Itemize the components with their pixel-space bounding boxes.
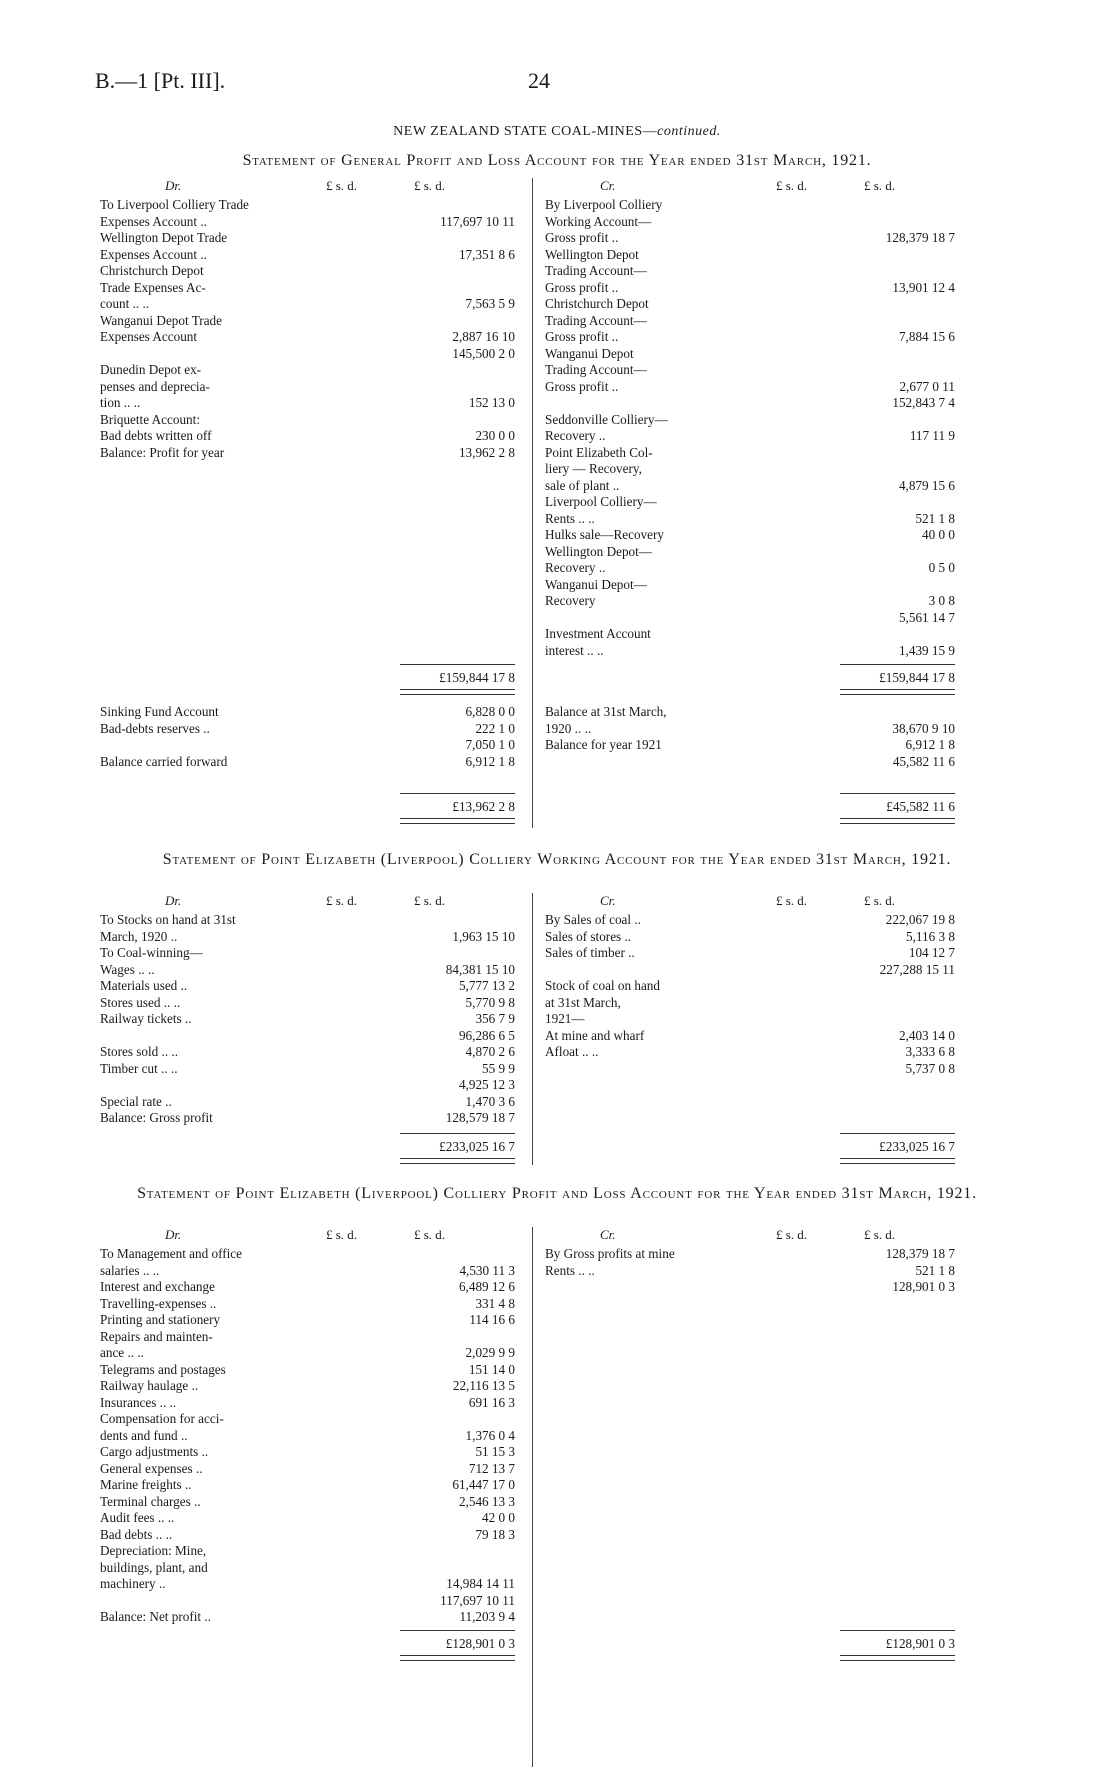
s1-right-b-row-amount: 6,912 1 8 — [905, 737, 955, 752]
s3-right-row-amount: 521 1 8 — [915, 1262, 955, 1278]
s3-left-row-label: Travelling-expenses .. — [100, 1295, 217, 1311]
s3-left-row-label: To Management and office — [100, 1246, 243, 1261]
s2-right-row-amount: 222,067 19 8 — [885, 912, 955, 927]
s3-right-side-label: Cr. — [600, 1227, 616, 1242]
s2-divider — [532, 893, 533, 1165]
s2-left-row-amount: 5,777 13 2 — [458, 978, 515, 993]
s3-left-row-label: Audit fees .. .. — [100, 1510, 175, 1525]
s3-left-total-rule — [400, 1630, 515, 1631]
s3-left-total: £128,901 0 3 — [445, 1636, 515, 1651]
s1-right-total-double-rule — [840, 689, 955, 695]
s1-left-row-amount: 2,887 16 10 — [452, 329, 515, 344]
s1-right-row-label: sale of plant .. — [545, 477, 620, 493]
s1-left-b-row-label: Sinking Fund Account — [100, 704, 219, 719]
s1-left-row-label: Bad debts written off — [100, 428, 212, 443]
s1-right-row-label: By Liverpool Colliery — [545, 197, 663, 212]
s3-left-row-amount: 2,029 9 9 — [465, 1345, 515, 1360]
s1-right-row-label: Hulks sale—Recovery — [545, 527, 665, 542]
s1-right-row-label: Investment Account — [545, 626, 651, 641]
s1-left-row-label: Wellington Depot Trade — [100, 230, 228, 245]
s1-right-b-row-label: 1920 .. .. — [545, 720, 592, 736]
s1-right-b-total: £45,582 11 6 — [886, 799, 955, 814]
section1-title: Statement of General Profit and Loss Account for the Year ended 31st March, 1921. — [242, 152, 872, 169]
s1-right-b-total-double-rule — [840, 818, 955, 824]
s2-left-row-amount: 96,286 6 5 — [458, 1027, 515, 1043]
s1-right-row-label: Rents .. .. — [545, 510, 595, 526]
s1-left-row-label: To Liverpool Colliery Trade — [100, 197, 249, 212]
s3-left-row-label: Insurances .. .. — [100, 1394, 177, 1410]
s1-left-b-row-amount: 7,050 1 0 — [465, 737, 515, 752]
s1-left-row-label: Dunedin Depot ex- — [100, 362, 202, 377]
s1-left-row-amount: 117,697 10 11 — [440, 213, 515, 229]
s1-right-row-label: Trading Account— — [545, 263, 647, 278]
s1-right-row-label: Recovery .. — [545, 560, 606, 575]
s3-right-row-amount: 128,901 0 3 — [892, 1279, 955, 1294]
s1-right-row-label: Gross profit .. — [545, 279, 619, 295]
s1-left-side-label: Dr. — [165, 178, 182, 193]
s2-left-head-b: £ s. d. — [414, 893, 446, 908]
s3-left-head-b: £ s. d. — [414, 1227, 446, 1242]
s2-left-row-amount: 356 7 9 — [475, 1011, 515, 1026]
s1-right-row-amount: 521 1 8 — [915, 510, 955, 526]
s1-left-row-amount: 7,563 5 9 — [465, 296, 515, 311]
s1-left-b-row-amount: 6,912 1 8 — [465, 753, 515, 769]
s1-right-row-label: Trading Account— — [545, 312, 647, 328]
s3-left-row-label: machinery .. — [100, 1576, 166, 1591]
s1-left-total: £159,844 17 8 — [439, 670, 515, 685]
s1-right-head-b: £ s. d. — [864, 178, 896, 193]
s1-left-row-amount: 17,351 8 6 — [458, 246, 515, 262]
s2-right-row-label: Stock of coal on hand — [545, 978, 660, 993]
s3-left-total-double-rule — [400, 1655, 515, 1661]
s3-left-row-amount: 6,489 12 6 — [458, 1279, 515, 1294]
s2-right-row-amount: 104 12 7 — [908, 945, 955, 960]
s2-left-row-amount: 4,870 2 6 — [465, 1044, 515, 1059]
s1-left-row-label: Wanganui Depot Trade — [100, 312, 223, 328]
s3-left-row-amount: 42 0 0 — [482, 1510, 515, 1525]
s3-right-total-double-rule — [840, 1655, 955, 1661]
s2-left-row-amount: 5,770 9 8 — [465, 994, 515, 1010]
section2-title: Statement of Point Elizabeth (Liverpool) Colliery Working Account for the Year ended 31st March, 1921. — [162, 851, 952, 868]
s3-left-row-amount: 117,697 10 11 — [440, 1592, 515, 1608]
s3-right-row-amount: 128,379 18 7 — [885, 1246, 955, 1261]
s1-right-row-label: Recovery .. — [545, 428, 606, 443]
s1-left-row-label: Expenses Account .. — [100, 246, 207, 262]
s1-left-row-amount: 13,962 2 8 — [458, 444, 515, 460]
s1-left-total-rule — [400, 664, 515, 665]
s1-left-row-amount: 230 0 0 — [475, 428, 515, 443]
s3-left-row-amount: 14,984 14 11 — [446, 1576, 515, 1591]
s3-left-row-label: Printing and stationery — [100, 1312, 221, 1327]
s1-right-row-amount: 7,884 15 6 — [898, 329, 955, 344]
s1-right-row-label: interest .. .. — [545, 642, 604, 658]
s3-left-row-amount: 331 4 8 — [475, 1295, 515, 1311]
s1-left-row-label: Christchurch Depot — [100, 263, 204, 278]
s1-right-row-amount: 40 0 0 — [922, 527, 955, 542]
s3-left-row-amount: 61,447 17 0 — [452, 1477, 515, 1492]
s1-left-row-label: Balance: Profit for year — [100, 444, 225, 460]
s3-left-row-label: Depreciation: Mine, — [100, 1543, 207, 1558]
s1-right-row-label: Wanganui Depot — [545, 345, 634, 361]
s2-right-total-double-rule — [840, 1158, 955, 1164]
s3-right-total: £128,901 0 3 — [885, 1636, 955, 1651]
s3-left-row-label: General expenses .. — [100, 1460, 203, 1476]
s2-right-row-label: at 31st March, — [545, 994, 621, 1010]
s2-left-head-a: £ s. d. — [326, 893, 358, 908]
s2-left-total-double-rule — [400, 1158, 515, 1164]
s2-left-total: £233,025 16 7 — [439, 1139, 515, 1154]
s1-left-b-row-label: Balance carried forward — [100, 753, 228, 769]
s2-right-row-amount: 2,403 14 0 — [898, 1027, 955, 1043]
s3-left-row-label: Cargo adjustments .. — [100, 1444, 209, 1459]
s3-left-row-label: Telegrams and postages — [100, 1361, 226, 1377]
s2-right-row-label: At mine and wharf — [545, 1027, 645, 1043]
s1-right-row-amount: 1,439 15 9 — [898, 642, 955, 658]
s3-left-row-amount: 22,116 13 5 — [452, 1378, 515, 1393]
s1-right-row-amount: 0 5 0 — [928, 560, 955, 575]
s3-left-row-label: dents and fund .. — [100, 1427, 188, 1443]
s3-left-row-amount: 1,376 0 4 — [465, 1427, 515, 1443]
s2-right-head-a: £ s. d. — [776, 893, 808, 908]
s2-left-row-label: Balance: Gross profit — [100, 1110, 213, 1125]
s3-left-row-amount: 4,530 11 3 — [459, 1262, 515, 1278]
s3-left-row-label: Terminal charges .. — [100, 1493, 201, 1509]
s2-left-row-amount: 55 9 9 — [482, 1060, 515, 1076]
s2-left-row-label: Railway tickets .. — [100, 1011, 192, 1026]
s3-right-total-rule — [840, 1630, 955, 1631]
s1-right-row-label: Wellington Depot— — [545, 543, 652, 559]
s3-left-row-label: Interest and exchange — [100, 1279, 215, 1294]
s2-right-row-label: Sales of timber .. — [545, 945, 635, 960]
s1-right-total-rule — [840, 664, 955, 665]
subtitle-continued: continued. — [657, 124, 721, 139]
s3-right-head-b: £ s. d. — [864, 1227, 896, 1242]
s3-left-row-amount: 51 15 3 — [475, 1444, 515, 1459]
s1-left-row-amount: 152 13 0 — [468, 395, 515, 410]
s3-left-row-label: Balance: Net profit .. — [100, 1609, 211, 1624]
s2-left-row-label: To Coal-winning— — [100, 945, 203, 960]
s2-left-row-amount: 1,470 3 6 — [465, 1093, 515, 1109]
s1-right-side-label: Cr. — [600, 178, 616, 193]
s2-right-side-label: Cr. — [600, 893, 616, 908]
s1-right-row-amount: 117 11 9 — [909, 428, 955, 443]
s2-right-row-amount: 227,288 15 11 — [879, 961, 955, 977]
s1-left-row-label: Trade Expenses Ac- — [100, 279, 206, 295]
s1-right-b-row-amount: 38,670 9 10 — [892, 720, 955, 736]
s3-left-row-label: ance .. .. — [100, 1345, 144, 1360]
s1-right-row-label: Gross profit .. — [545, 230, 619, 245]
s2-left-row-amount: 4,925 12 3 — [458, 1077, 515, 1092]
s1-right-row-label: Recovery — [545, 593, 596, 608]
s1-right-row-label: Working Account— — [545, 213, 652, 229]
s2-right-total-rule — [840, 1133, 955, 1134]
s1-left-row-amount: 145,500 2 0 — [452, 345, 515, 361]
s1-right-row-label: Gross profit .. — [545, 329, 619, 344]
s1-right-row-label: Point Elizabeth Col- — [545, 444, 653, 460]
document-reference: B.—1 [Pt. III]. — [95, 68, 226, 93]
s3-left-row-label: Compensation for acci- — [100, 1411, 224, 1426]
s1-right-head-a: £ s. d. — [776, 178, 808, 193]
s1-right-row-label: Seddonville Colliery— — [545, 411, 668, 427]
s1-left-row-label: tion .. .. — [100, 395, 141, 410]
s1-right-row-amount: 3 0 8 — [928, 593, 955, 608]
s3-left-row-amount: 114 16 6 — [469, 1312, 515, 1327]
s1-left-row-label: Expenses Account — [100, 329, 198, 344]
s1-right-b-row-label: Balance for year 1921 — [545, 737, 662, 752]
s3-left-row-label: Railway haulage .. — [100, 1378, 199, 1393]
s1-right-row-label: Gross profit .. — [545, 378, 619, 394]
s3-right-row-label: Rents .. .. — [545, 1262, 595, 1278]
s1-right-row-label: Liverpool Colliery— — [545, 494, 657, 509]
s2-right-row-label: Sales of stores .. — [545, 928, 632, 944]
s3-left-row-label: Bad debts .. .. — [100, 1526, 173, 1542]
s2-right-row-label: By Sales of coal .. — [545, 912, 641, 927]
s2-left-row-label: Timber cut .. .. — [100, 1060, 178, 1076]
s1-right-row-amount: 13,901 12 4 — [892, 279, 955, 295]
s2-left-row-amount: 128,579 18 7 — [445, 1110, 515, 1125]
s1-right-row-label: Christchurch Depot — [545, 296, 649, 311]
s1-left-b-total-rule — [400, 793, 515, 794]
subtitle-main: NEW ZEALAND STATE COAL-MINES— — [393, 124, 658, 139]
s1-left-b-row-label: Bad-debts reserves .. — [100, 720, 210, 736]
s1-right-row-amount: 5,561 14 7 — [898, 609, 955, 625]
s2-left-row-label: Stores sold .. .. — [100, 1044, 179, 1059]
s1-right-total: £159,844 17 8 — [879, 670, 955, 685]
s3-left-side-label: Dr. — [165, 1227, 182, 1242]
s3-right-head-a: £ s. d. — [776, 1227, 808, 1242]
subtitle — [0, 124, 1114, 140]
s3-left-row-amount: 691 16 3 — [468, 1394, 515, 1410]
s1-right-row-amount: 2,677 0 11 — [899, 378, 955, 394]
s3-left-row-amount: 11,203 9 4 — [459, 1609, 515, 1624]
s3-left-row-label: Marine freights .. — [100, 1477, 192, 1492]
s2-left-total-rule — [400, 1133, 515, 1134]
s2-left-row-label: To Stocks on hand at 31st — [100, 912, 236, 927]
s1-right-row-amount: 128,379 18 7 — [885, 230, 955, 245]
s2-right-total: £233,025 16 7 — [879, 1139, 955, 1154]
s1-left-head-a: £ s. d. — [326, 178, 358, 193]
s2-right-row-label: Afloat .. .. — [545, 1044, 599, 1059]
s1-left-b-total: £13,962 2 8 — [452, 799, 515, 814]
s1-right-row-label: Wanganui Depot— — [545, 576, 647, 592]
s3-left-row-label: Repairs and mainten- — [100, 1328, 213, 1344]
s1-left-total-double-rule — [400, 689, 515, 695]
s1-right-row-amount: 4,879 15 6 — [898, 477, 955, 493]
s1-left-b-row-amount: 222 1 0 — [475, 720, 515, 736]
s3-left-row-amount: 712 13 7 — [468, 1460, 515, 1476]
s1-left-row-label: Expenses Account .. — [100, 213, 207, 229]
s3-left-head-a: £ s. d. — [326, 1227, 358, 1242]
s2-right-row-amount: 5,116 3 8 — [906, 928, 955, 944]
s1-right-b-row-amount: 45,582 11 6 — [892, 753, 955, 769]
s1-right-row-label: Wellington Depot — [545, 246, 639, 262]
s2-left-row-label: March, 1920 .. — [100, 928, 178, 944]
s3-left-row-amount: 151 14 0 — [468, 1361, 515, 1377]
s2-left-row-label: Stores used .. .. — [100, 994, 181, 1010]
s2-left-row-amount: 84,381 15 10 — [445, 961, 515, 977]
s1-divider — [532, 178, 533, 828]
s1-right-row-amount: 152,843 7 4 — [892, 395, 955, 410]
s1-left-row-label: count .. .. — [100, 296, 150, 311]
s2-right-head-b: £ s. d. — [864, 893, 896, 908]
s3-left-row-amount: 2,546 13 3 — [458, 1493, 515, 1509]
s1-right-row-label: Trading Account— — [545, 362, 647, 377]
section3-title: Statement of Point Elizabeth (Liverpool) Colliery Profit and Loss Account for the Year ended 31st March, 1921. — [137, 1185, 977, 1202]
s3-right-row-label: By Gross profits at mine — [545, 1246, 675, 1261]
s2-left-row-label: Special rate .. — [100, 1093, 172, 1109]
s2-right-row-amount: 3,333 6 8 — [905, 1044, 955, 1059]
s3-left-row-label: buildings, plant, and — [100, 1559, 208, 1575]
s2-right-row-amount: 5,737 0 8 — [905, 1060, 955, 1076]
s3-left-row-amount: 79 18 3 — [475, 1526, 515, 1542]
s1-right-b-row-label: Balance at 31st March, — [545, 704, 667, 719]
s1-left-head-b: £ s. d. — [414, 178, 446, 193]
s1-left-b-total-double-rule — [400, 818, 515, 824]
s2-right-row-label: 1921— — [545, 1011, 585, 1026]
s1-right-row-label: liery — Recovery, — [545, 461, 642, 476]
s3-left-row-label: salaries .. .. — [100, 1262, 160, 1278]
s2-left-row-amount: 1,963 15 10 — [452, 928, 515, 944]
s1-left-b-row-amount: 6,828 0 0 — [465, 704, 515, 719]
s3-divider — [532, 1227, 533, 1767]
s2-left-row-label: Materials used .. — [100, 978, 188, 993]
s1-left-row-label: penses and deprecia- — [100, 378, 210, 394]
s2-left-side-label: Dr. — [165, 893, 182, 908]
s1-right-b-total-rule — [840, 793, 955, 794]
page-number: 24 — [528, 68, 550, 93]
s1-left-row-label: Briquette Account: — [100, 411, 200, 427]
s2-left-row-label: Wages .. .. — [100, 961, 155, 977]
